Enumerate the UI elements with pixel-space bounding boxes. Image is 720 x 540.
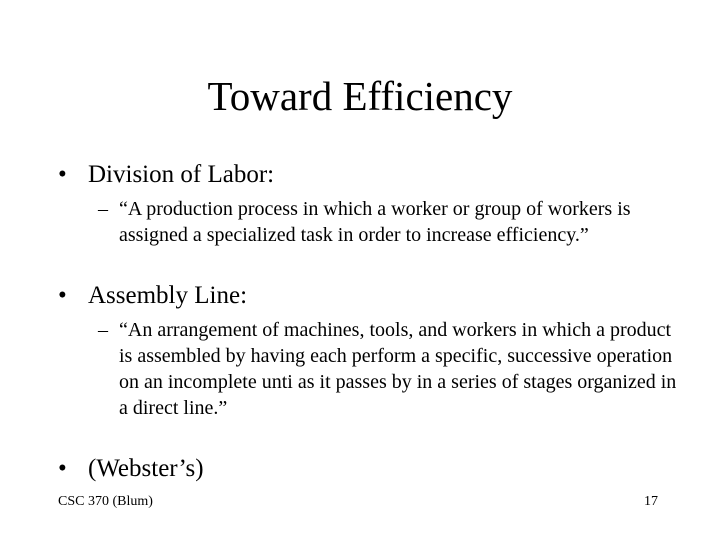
dash-marker: –	[98, 319, 108, 341]
dash-marker: –	[98, 198, 108, 220]
bullet-websters	[58, 454, 204, 484]
sub-bullet-assembly-definition	[98, 317, 678, 421]
bullet-label: (Webster’s)	[88, 455, 204, 482]
bullet-division-of-labor	[58, 160, 274, 190]
slide-title: Toward Efficiency	[207, 73, 513, 119]
page-number: 17	[644, 494, 658, 509]
bullet-marker: •	[58, 161, 67, 188]
bullet-assembly-line	[58, 281, 247, 311]
bullet-marker: •	[58, 455, 67, 482]
bullet-marker: •	[58, 282, 67, 309]
sub-bullet-text: “A production process in which a worker or group of workers is assigned a specialized task in order to increase efficiency.”	[119, 198, 631, 246]
bullet-label: Assembly Line:	[88, 282, 248, 309]
sub-bullet-text: “An arrangement of machines, tools, and workers in which a product is assembled by having each perform a specific, successive operation on an incomplete unti as it passes by in a series of stages organized in a direct line.”	[119, 319, 677, 419]
footer-course: CSC 370 (Blum)	[58, 494, 153, 509]
sub-bullet-division-definition	[98, 196, 678, 248]
bullet-label: Division of Labor:	[88, 161, 275, 188]
